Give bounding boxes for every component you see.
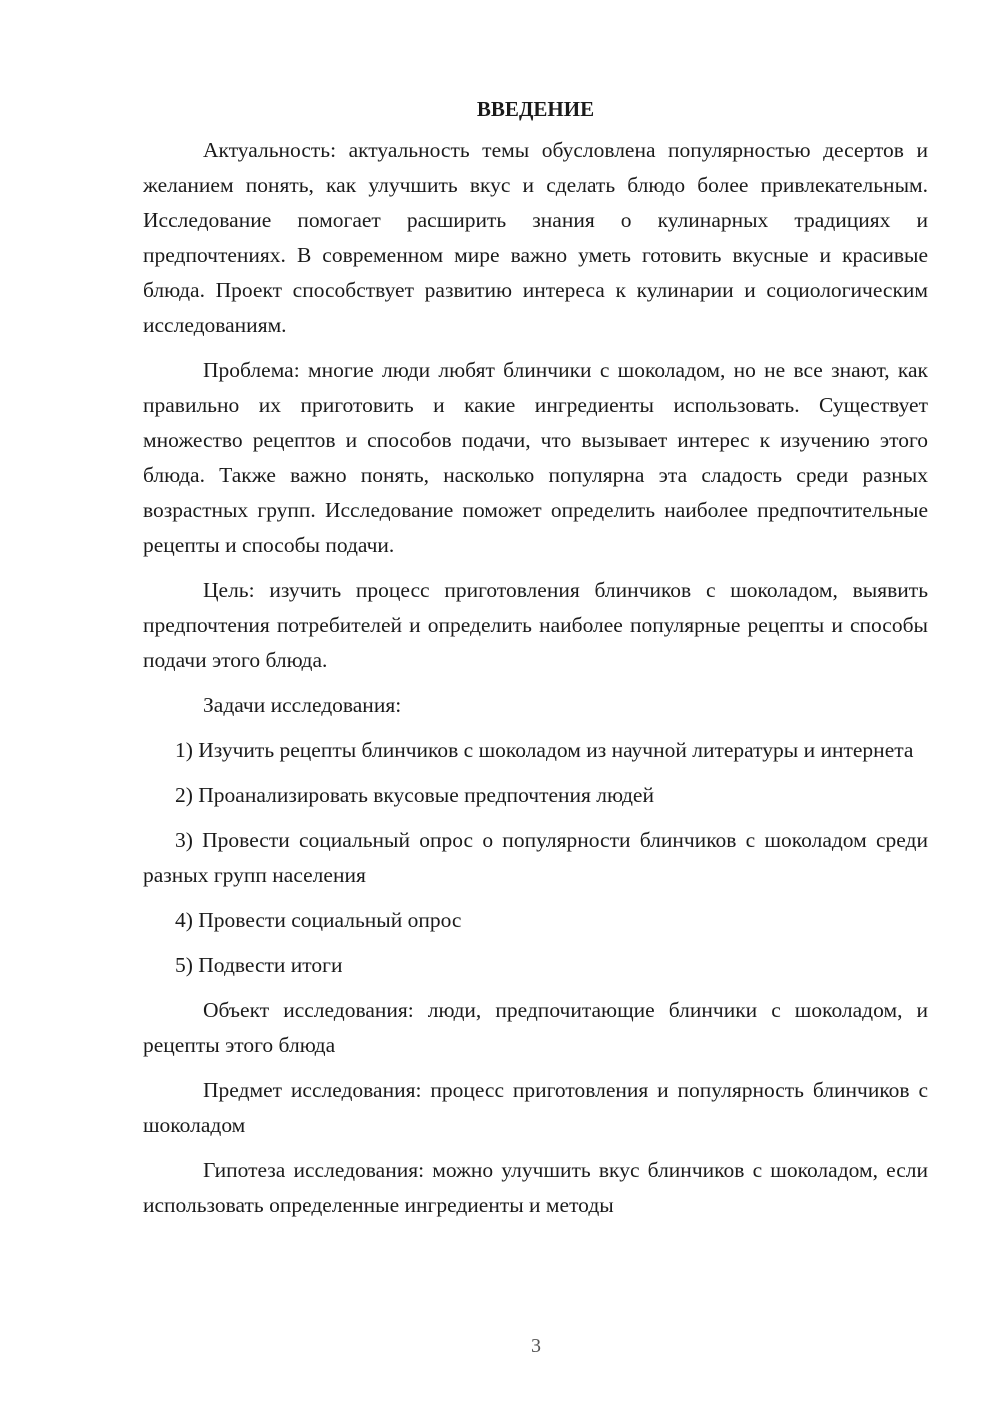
hypothesis-paragraph: Гипотеза исследования: можно улучшить вкус блинчиков с шоколадом, если использовать определенные ингредиенты и методы <box>143 1158 928 1217</box>
task-item: 3) Провести социальный опрос о популярности блинчиков с шоколадом среди разных групп населения <box>143 828 928 887</box>
section-title: ВВЕДЕНИЕ <box>476 97 595 121</box>
page-number: 3 <box>531 1335 541 1357</box>
subject-paragraph: Предмет исследования: процесс приготовления и популярность блинчиков с шоколадом <box>143 1078 928 1137</box>
problem-paragraph: Проблема: многие люди любят блинчики с шоколадом, но не все знают, как правильно их приготовить и какие ингредиенты использовать. Существует множество рецептов и способов подачи, что вызывает интерес к изучению этого блюда. Также важно понять, насколько популярна эта сладость среди разных возрастных групп. Исследование поможет определить наиболее предпочтительные рецепты и способы подачи. <box>143 358 928 557</box>
task-item: 4) Провести социальный опрос <box>175 908 462 932</box>
goal-paragraph: Цель: изучить процесс приготовления блинчиков с шоколадом, выявить предпочтения потребителей и определить наиболее популярные рецепты и способы подачи этого блюда. <box>143 578 928 672</box>
page-content <box>143 92 928 1233</box>
task-item: 5) Подвести итоги <box>175 953 343 977</box>
tasks-heading: Задачи исследования: <box>203 693 402 717</box>
task-item: 2) Проанализировать вкусовые предпочтения людей <box>175 783 654 807</box>
task-item: 1) Изучить рецепты блинчиков с шоколадом из научной литературы и интернета <box>175 738 914 762</box>
relevance-paragraph: Актуальность: актуальность темы обусловлена популярностью десертов и желанием понять, как улучшить вкус и сделать блюдо более привлекательным. Исследование помогает расширить знания о кулинарных традициях и предпочтениях. В современном мире важно уметь готовить вкусные и красивые блюда. Проект способствует развитию интереса к кулинарии и социологическим исследованиям. <box>143 138 928 337</box>
object-paragraph: Объект исследования: люди, предпочитающие блинчики с шоколадом, и рецепты этого блюда <box>143 998 928 1057</box>
